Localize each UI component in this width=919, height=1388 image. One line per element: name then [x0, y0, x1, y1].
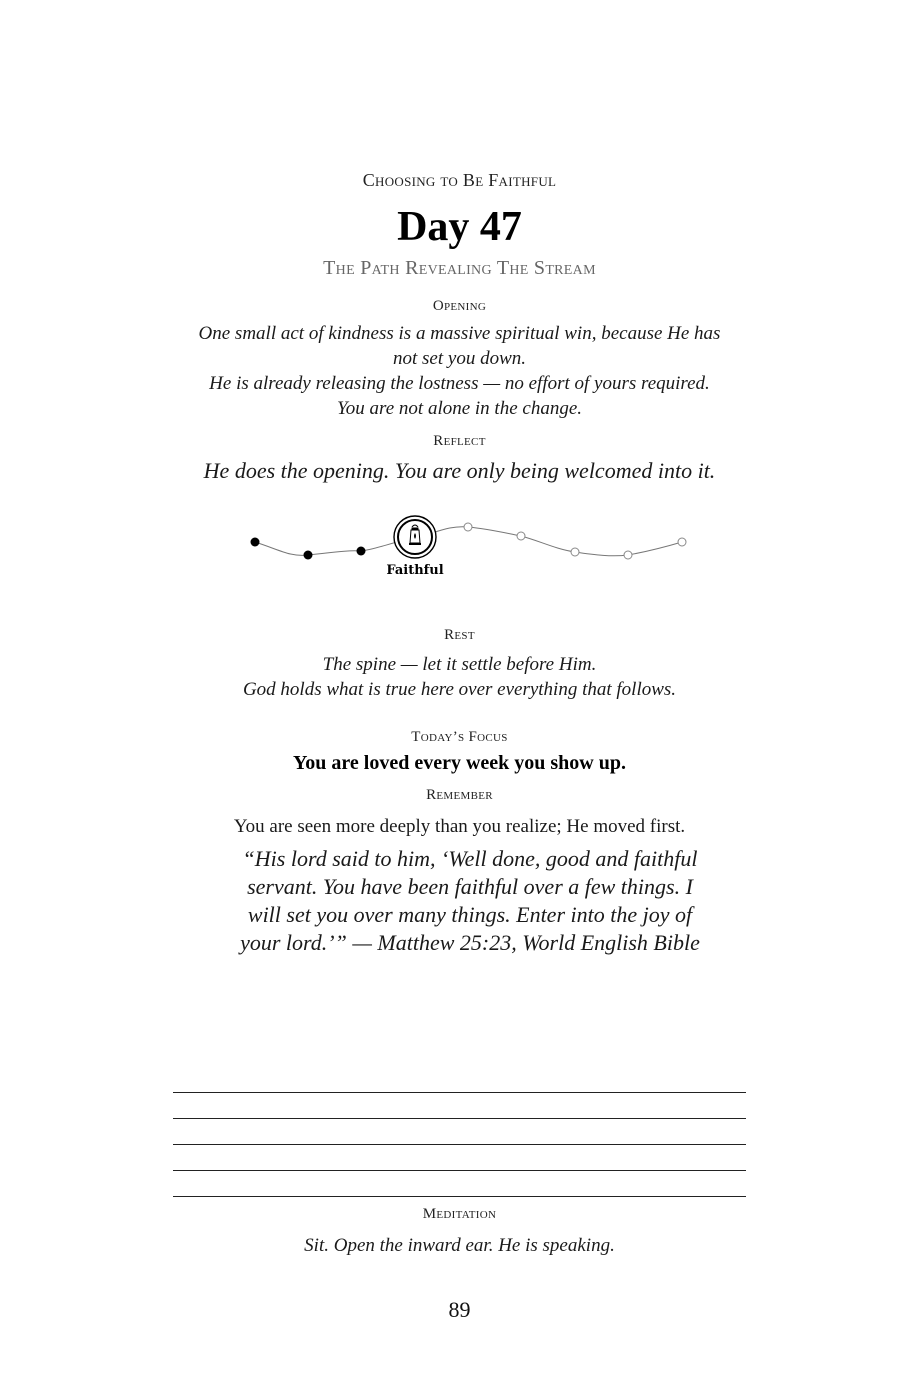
journey-step-upcoming — [517, 532, 525, 540]
milestone-label: Faithful — [386, 563, 444, 578]
reflect-label: Reflect — [433, 433, 486, 449]
rest-line: God holds what is true here over everything that follows. — [242, 679, 677, 700]
day-subtitle: The Path Revealing The Stream — [323, 257, 596, 279]
journal-lines[interactable] — [173, 1092, 746, 1222]
journey-step-done — [304, 551, 313, 560]
journal-line[interactable] — [173, 1170, 746, 1171]
journey-step-upcoming — [464, 523, 472, 531]
rest-label: Rest — [444, 627, 475, 643]
rest-line: The spine — let it settle before Him. — [322, 654, 597, 675]
opening-line: not set you down. — [393, 348, 526, 369]
journey-step-done — [251, 538, 260, 547]
scripture-verse — [220, 845, 720, 957]
journal-line[interactable] — [173, 1196, 746, 1197]
opening-line: You are not alone in the change. — [336, 398, 583, 419]
lantern-icon — [394, 516, 436, 558]
rest-text — [0, 652, 919, 702]
verse-line: servant. You have been faithful over a few things. I — [247, 874, 693, 899]
day-title: Day 47 — [397, 204, 522, 250]
journal-line[interactable] — [173, 1092, 746, 1093]
focus-label: Today’s Focus — [411, 729, 508, 745]
focus-text: You are loved every week you show up. — [293, 752, 626, 774]
verse-line: will set you over many things. Enter into the joy of — [247, 902, 693, 927]
meditation-label: Meditation — [422, 1206, 497, 1222]
verse-line: your lord.’” — Matthew 25:23, World English Bible — [240, 930, 700, 955]
series-title: Choosing to Be Faithful — [362, 170, 557, 190]
journey-step-upcoming — [624, 551, 632, 559]
journey-step-upcoming — [571, 548, 579, 556]
meditation-text: Sit. Open the inward ear. He is speaking. — [304, 1235, 615, 1256]
journal-line[interactable] — [173, 1144, 746, 1145]
remember-label: Remember — [426, 787, 493, 803]
opening-label: Opening — [432, 298, 487, 314]
journey-path — [0, 505, 919, 585]
page-number: 89 — [448, 1297, 471, 1322]
verse-line: “His lord said to him, ‘Well done, good and faithful — [242, 846, 698, 871]
remember-text: You are seen more deeply than you realize; He moved first. — [233, 816, 686, 837]
reflect-text: He does the opening. You are only being welcomed into it. — [203, 458, 716, 483]
opening-text — [0, 321, 919, 421]
journey-step-done — [357, 547, 366, 556]
opening-line: One small act of kindness is a massive spiritual win, because He has — [198, 323, 721, 344]
journal-line[interactable] — [173, 1118, 746, 1119]
journey-step-upcoming — [678, 538, 686, 546]
opening-line: He is already releasing the lostness — no effort of yours required. — [209, 373, 710, 394]
